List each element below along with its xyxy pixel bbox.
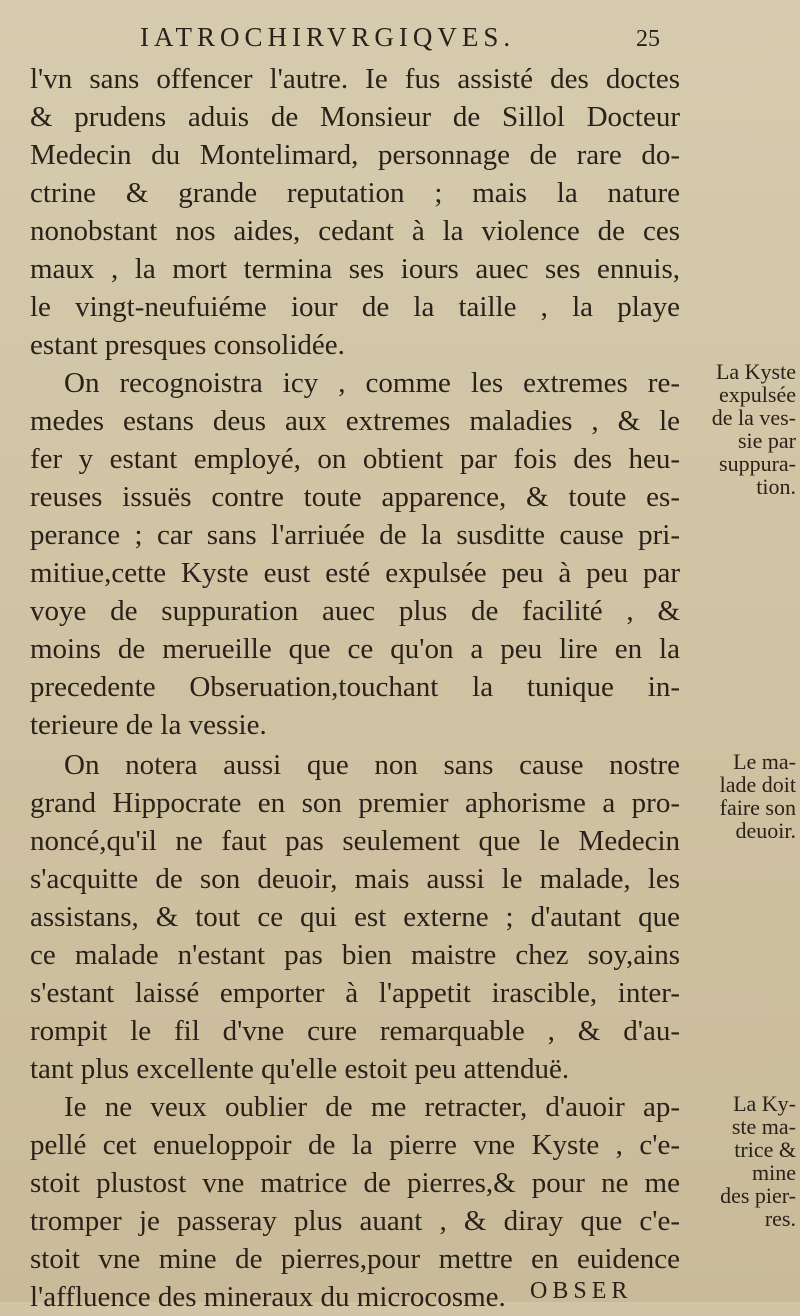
marginal-note-line: La Kyste <box>715 359 796 384</box>
text-line: tromper je passeray plus auant , & diray que c'e- <box>30 1205 680 1237</box>
marginal-note-line: res. <box>764 1206 796 1231</box>
marginal-note-line: trice & <box>734 1137 796 1162</box>
text-line: grand Hippocrate en son premier aphorisme a pro- <box>30 787 680 819</box>
text-line: terieure de la vessie. <box>30 709 267 741</box>
text-line: Ie ne veux oublier de me retracter, d'auoir ap- <box>64 1091 680 1123</box>
running-title: IATROCHIRVRGIQVES. <box>140 22 516 52</box>
marginal-note-line: Le ma- <box>733 749 796 774</box>
text-line: stoit vne mine de pierres,pour mettre en euidence <box>30 1243 680 1275</box>
text-line: moins de merueille que ce qu'on a peu lire en la <box>30 633 680 665</box>
marginal-note-line: tion. <box>756 474 796 499</box>
marginal-note-line: mine <box>752 1160 796 1185</box>
text-line: Medecin du Montelimard, personnage de rare do- <box>30 139 680 171</box>
marginal-note-line: deuoir. <box>735 818 796 843</box>
text-line: precedente Obseruation,touchant la tunique in- <box>30 671 680 703</box>
text-line: medes estans deus aux extremes maladies , & le <box>30 405 680 437</box>
text-line: pellé cet enueloppoir de la pierre vne Kyste , c'e- <box>30 1129 680 1161</box>
text-line: s'acquitte de son deuoir, mais aussi le malade, les <box>30 863 680 895</box>
marginal-note <box>668 1092 800 1230</box>
marginal-note-line: des pier- <box>720 1183 796 1208</box>
catchword: OBSER <box>530 1278 633 1304</box>
marginal-note-line: sie par <box>737 428 796 453</box>
text-line: stoit plustost vne matrice de pierres,& pour ne me <box>30 1167 680 1199</box>
marginal-note-line: expulsée <box>719 382 796 407</box>
marginal-note-line: suppura- <box>719 451 796 476</box>
text-line: rompit le fil d'vne cure remarquable , & d'au- <box>30 1015 680 1047</box>
text-line: s'estant laissé emporter à l'appetit irascible, inter- <box>30 977 680 1009</box>
text-line: assistans, & tout ce qui est externe ; d'autant que <box>30 901 680 933</box>
text-line: l'affluence des mineraux du microcosme. <box>30 1281 506 1313</box>
text-line: fer y estant employé, on obtient par fois des heu- <box>30 443 680 475</box>
marginal-note-line: La Ky- <box>733 1091 796 1116</box>
marginal-note-line: de la ves- <box>711 405 796 430</box>
text-line: mitiue,cette Kyste eust esté expulsée peu à peu par <box>30 557 680 589</box>
running-header <box>140 22 660 53</box>
text-line: maux , la mort termina ses iours auec ses ennuis, <box>30 253 680 285</box>
text-line: le vingt-neufuiéme iour de la taille , la playe <box>30 291 680 323</box>
text-line: ctrine & grande reputation ; mais la nature <box>30 177 680 209</box>
text-line: voye de suppuration auec plus de facilité , & <box>30 595 680 627</box>
marginal-note <box>668 360 800 498</box>
text-line: perance ; car sans l'arriuée de la susditte cause pri- <box>30 519 680 551</box>
text-line: & prudens aduis de Monsieur de Sillol Docteur <box>30 101 680 133</box>
marginal-note-line: ste ma- <box>731 1114 796 1139</box>
text-line: On recognoistra icy , comme les extremes re- <box>64 367 680 399</box>
text-line: tant plus excellente qu'elle estoit peu attenduë. <box>30 1053 570 1085</box>
text-line: On notera aussi que non sans cause nostre <box>64 749 680 781</box>
marginal-note-line: faire son <box>719 795 796 820</box>
text-line: l'vn sans offencer l'autre. Ie fus assisté des doctes <box>30 63 680 95</box>
text-line: estant presques consolidée. <box>30 329 345 361</box>
marginal-note <box>668 750 800 842</box>
text-line: ce malade n'estant pas bien maistre chez soy,ains <box>30 939 680 971</box>
text-line: noncé,qu'il ne faut pas seulement que le Medecin <box>30 825 680 857</box>
text-line: reuses issuës contre toute apparence, & toute es- <box>30 481 680 513</box>
text-line: nonobstant nos aides, cedant à la violence de ces <box>30 215 680 247</box>
marginal-note-line: lade doit <box>719 772 796 797</box>
page-number: 25 <box>636 26 660 52</box>
